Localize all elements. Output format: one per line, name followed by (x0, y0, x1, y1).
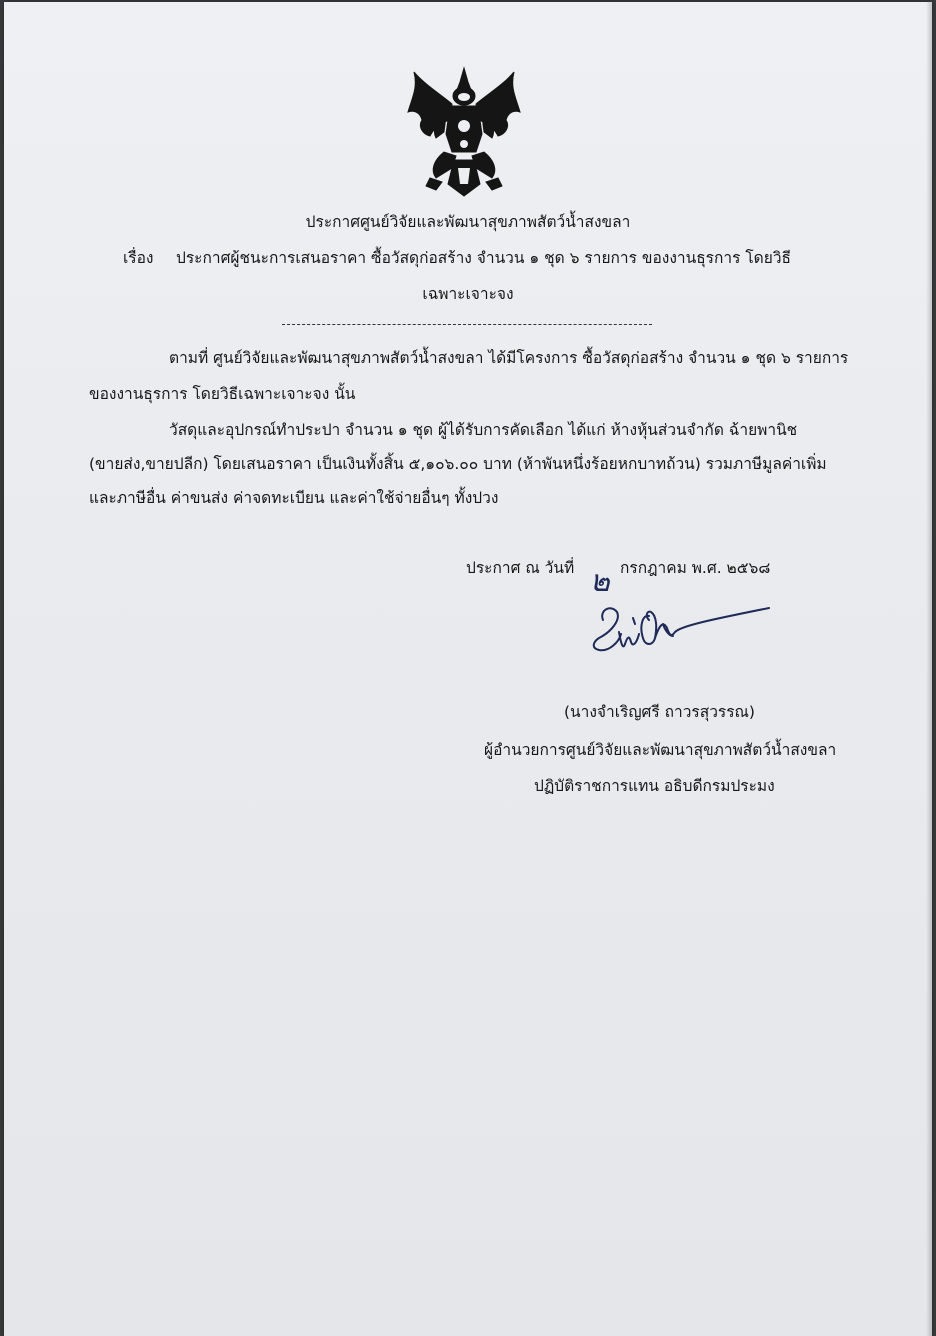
handwritten-signature-icon (589, 598, 774, 660)
document-page (4, 2, 932, 1336)
subject-line-2: เฉพาะเจาะจง (422, 285, 514, 303)
date-month-year: กรกฎาคม พ.ศ. ๒๕๖๘ (620, 559, 771, 577)
paragraph-2-line-2: (ขายส่ง,ขายปลีก) โดยเสนอราคา เป็นเงินทั้งสิ้น ๕,๑๐๖.๐๐ บาท (ห้าพันหนึ่งร้อยหกบาทถ้วน) รวมภาษีมูลค่าเพิ่ม (89, 455, 827, 473)
subject-line-1: ประกาศผู้ชนะการเสนอราคา ซื้อวัสดุก่อสร้าง จำนวน ๑ ชุด ๖ รายการ ของงานธุรการ โดยวิธี (176, 249, 791, 267)
signer-name: (นางจำเริญศรี ถาวรสุวรรณ) (564, 703, 755, 721)
page-edge-shadow (926, 2, 932, 1336)
signer-position-line-2: ปฏิบัติราชการแทน อธิบดีกรมประมง (534, 777, 775, 795)
date-day-handwritten: ๒ (590, 564, 610, 599)
paragraph-2-line-3: และภาษีอื่น ค่าขนส่ง ค่าจดทะเบียน และค่าใช้จ่ายอื่นๆ ทั้งปวง (89, 489, 499, 507)
paragraph-1-line-1: ตามที่ ศูนย์วิจัยและพัฒนาสุขภาพสัตว์น้ำสงขลา ได้มีโครงการ ซื้อวัสดุก่อสร้าง จำนวน ๑ ชุด ๖ รายการ (169, 349, 849, 367)
garuda-emblem-icon (400, 64, 528, 202)
date-prefix: ประกาศ ณ วันที่ (466, 559, 575, 577)
signer-position-line-1: ผู้อำนวยการศูนย์วิจัยและพัฒนาสุขภาพสัตว์น้ำสงขลา (484, 741, 837, 759)
document-title: ประกาศศูนย์วิจัยและพัฒนาสุขภาพสัตว์น้ำสงขลา (305, 213, 631, 231)
paragraph-2-line-1: วัสดุและอุปกรณ์ทำประปา จำนวน ๑ ชุด ผู้ได้รับการคัดเลือก ได้แก่ ห้างหุ้นส่วนจำกัด ฉ้ายพานิช (169, 421, 798, 439)
paragraph-1-line-2: ของงานธุรการ โดยวิธีเฉพาะเจาะจง นั้น (89, 385, 356, 403)
separator-line (282, 324, 652, 325)
subject-label: เรื่อง (123, 249, 154, 267)
